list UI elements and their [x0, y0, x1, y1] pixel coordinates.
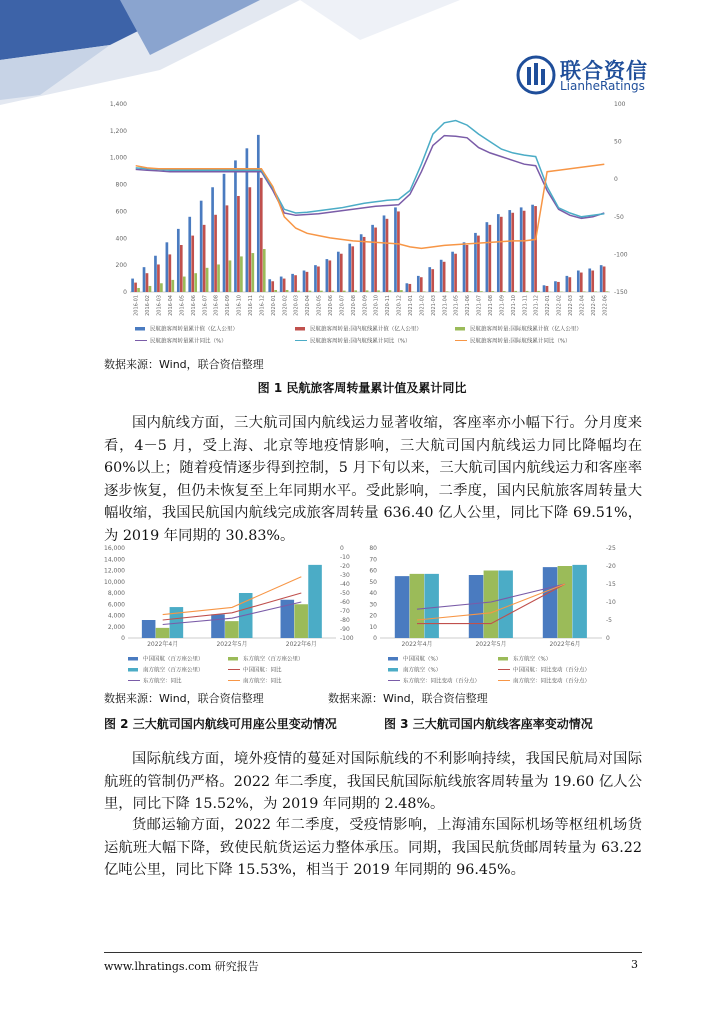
- fig3-x-tick: 2022年4月: [401, 641, 433, 648]
- fig1-bar: [531, 205, 534, 292]
- fig1-bar: [348, 244, 351, 292]
- fig1-bar: [223, 174, 226, 292]
- fig2-y-right-tick: -40: [340, 581, 350, 588]
- fig1-x-tick: 2022-02: [556, 295, 563, 316]
- fig1-bar: [268, 279, 271, 292]
- fig1-x-tick: 2020-08: [350, 295, 357, 316]
- fig2-y-left-tick: 0: [121, 635, 125, 642]
- fig2-bar: [308, 565, 322, 638]
- fig1-x-tick: 2016-01: [133, 295, 140, 316]
- fig1-bar: [557, 282, 560, 292]
- fig2-y-right-tick: 0: [340, 545, 344, 552]
- fig1-bar: [203, 225, 206, 292]
- fig1-bar: [229, 260, 232, 292]
- fig1-x-tick: 2016-09: [225, 295, 232, 316]
- fig2-bar: [294, 604, 308, 638]
- fig2-y-left-tick: 10,000: [104, 578, 125, 586]
- fig1-bar: [263, 249, 266, 292]
- fig1-legend-label: 民航旅客周转量累计同比（%）: [150, 338, 227, 345]
- fig1-y-left-tick: 0: [123, 289, 127, 296]
- fig1-x-tick: 2020-01: [270, 295, 277, 316]
- fig1-x-tick: 2021-01: [408, 295, 414, 316]
- fig1-bar: [169, 254, 172, 292]
- fig1-x-tick: 2020-06: [328, 295, 334, 316]
- fig2-y-left-tick: 8,000: [107, 590, 125, 597]
- fig1-x-tick: 2016-05: [179, 295, 186, 316]
- fig1-bar: [160, 283, 163, 292]
- fig1-bar: [240, 256, 243, 292]
- fig2-line: [163, 577, 302, 615]
- fig1-bar: [371, 225, 374, 292]
- fig1-bar: [249, 187, 252, 292]
- fig1-bar: [511, 213, 514, 292]
- fig2-legend-swatch: [128, 668, 138, 672]
- fig1-bar: [477, 236, 480, 292]
- fig3-y-right-tick: -5: [606, 617, 612, 624]
- fig3-y-left-tick: 0: [373, 635, 377, 642]
- fig1-x-tick: 2021-09: [499, 295, 506, 316]
- fig1-x-tick: 2016-12: [259, 295, 266, 316]
- fig1-legend-swatch: [455, 327, 465, 331]
- fig1-bar: [420, 277, 423, 292]
- fig1-bar: [317, 266, 320, 292]
- fig2-y-right-tick: -50: [340, 590, 350, 597]
- fig1-bar: [283, 279, 286, 292]
- fig1-bar: [274, 290, 277, 292]
- fig1-bar: [443, 262, 446, 292]
- fig1-x-tick: 2016-10: [236, 295, 243, 316]
- fig1-legend-label: 民航旅客周转量累计值（亿人公里）: [150, 326, 239, 333]
- fig1-bar: [446, 291, 449, 292]
- fig1-y-right-tick: -50: [614, 213, 624, 221]
- fig3-bar: [469, 575, 484, 638]
- fig3-legend-label: 中国国航（%）: [403, 656, 442, 663]
- fig1-caption: 图 1 民航旅客周转量累计值及累计同比: [257, 381, 467, 395]
- logo-mark-icon: [516, 55, 556, 95]
- fig3-legend-label: 南方航空：同比变动（百分点）: [513, 678, 591, 685]
- fig2-y-right-tick: -10: [340, 554, 350, 561]
- fig1-bar: [331, 291, 334, 292]
- fig1-x-tick: 2020-05: [316, 295, 323, 316]
- fig1-x-tick: 2021-08: [488, 295, 494, 316]
- fig1-bar: [251, 253, 254, 292]
- paragraph-cargo: 货邮运输方面，2022 年二季度，受疫情影响，上海浦东国际机场等枢纽机场货运航班大幅下降，致使民航货运运力整体承压。同期，我国民航货邮周转量为 63.22 亿吨公里，同比下降 15.53%，相当于 2019 年同期的 96.45%。: [104, 817, 642, 879]
- fig1-bar: [280, 277, 283, 292]
- fig1-bar: [454, 254, 457, 292]
- fig1-bar: [366, 290, 369, 292]
- fig2-y-right-tick: -90: [340, 626, 350, 633]
- fig1-bar: [588, 269, 591, 293]
- fig1-bar: [188, 217, 191, 292]
- page-number: 3: [631, 958, 638, 971]
- fig1-bar: [486, 222, 489, 292]
- fig1-bar: [491, 291, 494, 292]
- fig1-bar: [394, 207, 397, 292]
- fig1-x-tick: 2020-03: [293, 295, 300, 316]
- logo-cn-text: 联合资信: [560, 59, 648, 83]
- fig2-bar: [211, 614, 225, 638]
- fig1-bar: [374, 228, 377, 292]
- fig1-bar: [583, 291, 586, 292]
- fig1-bar: [600, 265, 603, 292]
- fig1-x-tick: 2016-08: [213, 295, 220, 316]
- figure-1-chart: [100, 96, 640, 354]
- paragraph-international: 国际航线方面，境外疫情的蔓延对国际航线的不利影响持续，我国民航局对国际航班的管制仍严格。2022 年二季度，我国民航国际航线旅客周转量为 19.60 亿人公里，同比下降 15.52%，为 2019 年同期的 2.48%。: [104, 751, 642, 813]
- fig1-bar: [417, 276, 420, 292]
- fig2-y-right-tick: -100: [340, 635, 354, 642]
- fig1-y-right-tick: 50: [614, 138, 622, 146]
- fig1-bar: [351, 246, 354, 292]
- fig1-bar: [423, 291, 426, 292]
- fig1-x-tick: 2016-07: [202, 295, 209, 316]
- fig1-bar: [226, 205, 229, 292]
- fig1-bar: [260, 178, 263, 292]
- fig1-bar: [377, 290, 380, 292]
- fig1-bar: [286, 290, 289, 292]
- fig2-bar: [142, 620, 156, 638]
- fig1-bar: [200, 201, 203, 292]
- fig1-bar: [294, 275, 297, 292]
- fig1-x-tick: 2016-11: [248, 295, 254, 316]
- fig1-bar: [154, 256, 157, 292]
- fig3-bar: [558, 566, 573, 638]
- fig1-y-left-tick: 200: [115, 262, 127, 270]
- fig1-bar: [271, 281, 274, 292]
- fig3-legend-label: 中国国航：同比变动（百分点）: [513, 667, 591, 674]
- fig2-caption: 图 2 三大航司国内航线可用座公里变动情况: [104, 717, 337, 731]
- fig1-bar: [554, 281, 557, 292]
- fig1-bar: [537, 291, 540, 292]
- fig1-bar: [508, 210, 511, 292]
- fig1-bar: [466, 245, 469, 292]
- company-logo: [516, 55, 556, 99]
- fig1-bar: [569, 277, 572, 292]
- fig3-y-left-tick: 70: [369, 556, 377, 564]
- fig1-bar: [314, 265, 317, 292]
- fig2-x-tick: 2022年6月: [285, 641, 317, 648]
- fig1-bar: [406, 283, 409, 292]
- fig2-legend-label: 南方航空：同比: [243, 678, 282, 685]
- fig1-bar: [191, 236, 194, 292]
- fig1-x-tick: 2020-09: [362, 295, 369, 316]
- fig3-y-left-tick: 20: [369, 612, 377, 620]
- fig2-y-right-tick: -30: [340, 572, 350, 579]
- fig1-bar: [500, 217, 503, 292]
- fig1-x-tick: 2020-11: [385, 295, 392, 316]
- fig1-line: [136, 136, 605, 219]
- fig1-x-tick: 2022-04: [579, 295, 586, 316]
- fig3-x-tick: 2022年6月: [549, 641, 581, 648]
- fig1-source: 数据来源：Wind，联合资信整理: [104, 358, 264, 371]
- fig1-bar: [431, 269, 434, 292]
- fig1-bar: [354, 290, 357, 292]
- fig1-bar: [386, 219, 389, 292]
- fig1-bar: [514, 291, 517, 292]
- fig1-x-tick: 2022-05: [590, 295, 597, 316]
- fig1-bar: [363, 237, 366, 292]
- fig1-bar: [463, 242, 466, 292]
- fig2-y-right-tick: -70: [340, 608, 350, 615]
- fig1-bar: [134, 283, 137, 292]
- fig3-y-left-tick: 50: [369, 578, 377, 586]
- fig1-x-tick: 2021-12: [533, 295, 540, 316]
- fig1-bar: [131, 279, 134, 292]
- fig1-x-tick: 2022-03: [568, 295, 574, 316]
- fig1-x-tick: 2022-06: [602, 295, 609, 316]
- fig3-y-left-tick: 10: [369, 623, 377, 631]
- fig2-legend-swatch: [128, 657, 138, 661]
- fig1-bar: [143, 267, 146, 292]
- fig1-y-left-tick: 1,200: [109, 127, 127, 135]
- fig1-bar: [577, 271, 580, 292]
- fig1-bar: [566, 276, 569, 292]
- fig3-y-left-tick: 80: [369, 545, 377, 552]
- fig3-bar: [572, 565, 587, 638]
- fig2-y-right-tick: -80: [340, 617, 350, 624]
- fig2-y-left-tick: 4,000: [107, 612, 125, 620]
- fig1-legend-swatch: [135, 327, 145, 331]
- fig1-bar: [489, 225, 492, 292]
- figure-3-chart: [366, 540, 628, 688]
- fig2-y-left-tick: 16,000: [104, 545, 125, 552]
- fig1-bar: [340, 254, 343, 292]
- fig1-bar: [337, 252, 340, 292]
- fig1-bar: [183, 277, 186, 292]
- fig1-y-right-tick: 0: [614, 176, 618, 184]
- fig2-bar: [156, 628, 170, 638]
- fig1-bar: [297, 291, 300, 292]
- fig1-bar: [606, 291, 609, 292]
- fig2-y-right-tick: -20: [340, 563, 350, 570]
- fig2-legend-label: 中国国航：同比: [243, 667, 282, 674]
- fig1-bar: [177, 229, 180, 292]
- fig1-bar: [409, 284, 412, 292]
- fig2-legend-label: 南方航空（百万座公里）: [143, 667, 204, 674]
- fig3-legend-label: 东方航空：同比变动（百分点）: [403, 678, 481, 685]
- fig1-bar: [546, 286, 549, 292]
- fig3-x-tick: 2022年5月: [475, 641, 507, 648]
- fig3-legend-label: 东方航空（%）: [513, 656, 552, 663]
- fig3-legend-label: 南方航空（%）: [403, 667, 442, 674]
- fig3-y-right-tick: -10: [606, 599, 616, 606]
- fig3-bar: [395, 576, 410, 638]
- fig3-bar: [424, 574, 439, 638]
- fig1-bar: [480, 291, 483, 292]
- fig1-bar: [520, 207, 523, 292]
- fig1-bar: [543, 285, 546, 292]
- fig1-bar: [397, 211, 400, 292]
- fig3-caption: 图 3 三大航司国内航线客座率变动情况: [384, 717, 593, 731]
- fig1-bar: [603, 266, 606, 292]
- fig3-y-left-tick: 40: [369, 590, 377, 597]
- fig1-x-tick: 2016-02: [145, 295, 152, 316]
- fig1-bar: [400, 290, 403, 292]
- fig2-legend-label: 东方航空：同比: [143, 678, 182, 685]
- fig1-bar: [217, 264, 220, 292]
- fig1-bar: [591, 271, 594, 292]
- fig1-x-tick: 2021-10: [510, 295, 517, 316]
- fig1-legend-label: 民航旅客周转量:国内航线累计同比（%）: [310, 338, 411, 345]
- fig1-x-tick: 2016-04: [168, 295, 174, 316]
- fig1-y-left-tick: 600: [115, 208, 127, 216]
- fig1-bar: [194, 273, 197, 292]
- fig2-x-tick: 2022年4月: [147, 641, 179, 648]
- fig2-legend-label: 东方航空（百万座公里）: [243, 656, 304, 663]
- fig1-bar: [206, 268, 209, 292]
- fig2-y-left-tick: 14,000: [104, 556, 125, 564]
- paragraph-domestic: 国内航线方面，三大航司国内航线运力显著收缩，客座率亦小幅下行。分月度来看，4－5 月，受上海、北京等地疫情影响，三大航司国内航线运力同比降幅均在 60%以上；随着疫情逐步得到控制，5 月下旬以来，三大航司国内航线运力和客座率逐步恢复，但仍未恢复至上年同期水平。受此影响，二季度，国内民航旅客周转量大幅收缩，我国民航国内航线完成旅客周转量 636.40 亿人公里，同比下降 69.51%，为 2019 年同期的 30.83%。: [104, 415, 642, 544]
- fig2-legend-swatch: [228, 657, 238, 661]
- fig1-bar: [469, 291, 472, 292]
- fig1-y-left-tick: 1,400: [109, 101, 127, 108]
- fig1-x-tick: 2021-02: [419, 295, 426, 316]
- fig1-bar: [343, 291, 346, 292]
- fig1-x-tick: 2020-02: [282, 295, 289, 316]
- fig3-legend-swatch: [388, 657, 398, 661]
- fig1-bar: [440, 260, 443, 292]
- fig1-y-right-tick: 100: [614, 101, 626, 108]
- fig1-x-tick: 2016-06: [190, 295, 197, 316]
- fig1-y-right-tick: -100: [614, 251, 628, 259]
- fig1-bar: [166, 242, 169, 292]
- fig1-x-tick: 2020-04: [305, 295, 312, 316]
- fig1-bar: [214, 215, 217, 292]
- fig1-bar: [451, 252, 454, 292]
- fig1-legend-label: 民航旅客周转量:国际航线累计值（亿人公里）: [470, 326, 582, 333]
- fig1-y-right-tick: -150: [614, 289, 628, 296]
- fig3-bar: [498, 571, 513, 639]
- fig1-bar: [257, 135, 260, 292]
- fig1-bar: [309, 291, 312, 292]
- fig1-x-tick: 2021-11: [522, 295, 529, 316]
- fig1-legend-label: 民航旅客周转量:国际航线累计同比（%）: [470, 338, 571, 345]
- fig1-bar: [389, 290, 392, 292]
- fig1-bar: [534, 206, 537, 292]
- fig1-x-tick: 2020-12: [396, 295, 403, 316]
- fig1-legend-label: 民航旅客周转量:国内航线累计值（亿人公里）: [310, 326, 422, 333]
- fig3-y-left-tick: 30: [369, 601, 377, 609]
- fig1-x-tick: 2022-01: [545, 295, 552, 316]
- fig1-bar: [306, 272, 309, 292]
- fig1-x-tick: 2021-05: [453, 295, 460, 316]
- fig1-bar: [137, 288, 140, 292]
- fig3-y-right-tick: -15: [606, 581, 616, 588]
- footer-left: www.lhratings.com 研究报告: [104, 960, 259, 973]
- fig1-bar: [434, 291, 437, 292]
- fig1-y-left-tick: 800: [115, 181, 127, 189]
- fig3-bar: [484, 571, 499, 639]
- fig2-bar: [225, 621, 239, 638]
- fig1-bar: [180, 245, 183, 292]
- fig1-bar: [157, 264, 160, 292]
- fig3-y-right-tick: 0: [606, 635, 610, 642]
- fig3-legend-swatch: [498, 657, 508, 661]
- fig2-y-left-tick: 2,000: [107, 623, 125, 631]
- fig1-legend-swatch: [295, 327, 305, 331]
- fig1-bar: [503, 291, 506, 292]
- fig3-source: 数据来源：Wind，联合资信整理: [328, 692, 488, 705]
- fig1-x-tick: 2021-04: [442, 295, 449, 316]
- fig3-bar: [543, 567, 558, 638]
- fig3-y-left-tick: 60: [369, 567, 377, 575]
- fig1-bar: [234, 160, 237, 292]
- fig2-x-tick: 2022年5月: [216, 641, 248, 648]
- fig1-x-tick: 2020-10: [373, 295, 380, 316]
- fig1-bar: [291, 274, 294, 292]
- fig3-y-right-tick: -20: [606, 563, 616, 570]
- fig1-bar: [594, 291, 597, 292]
- fig1-x-tick: 2021-06: [465, 295, 472, 316]
- fig1-bar: [428, 267, 431, 292]
- fig1-bar: [383, 215, 386, 292]
- fig1-x-tick: 2016-03: [156, 295, 163, 316]
- fig3-legend-swatch: [388, 668, 398, 672]
- fig3-bar: [410, 574, 425, 638]
- fig2-source: 数据来源：Wind，联合资信整理: [104, 692, 264, 705]
- fig1-y-left-tick: 400: [115, 235, 127, 243]
- fig1-y-left-tick: 1,000: [109, 154, 127, 162]
- fig1-bar: [526, 291, 529, 292]
- footer-rule: [104, 952, 642, 953]
- fig1-bar: [303, 271, 306, 292]
- fig1-bar: [523, 211, 526, 292]
- fig1-x-tick: 2020-07: [339, 295, 346, 316]
- fig1-bar: [474, 233, 477, 292]
- fig2-y-left-tick: 6,000: [107, 601, 125, 609]
- fig1-bar: [497, 214, 500, 292]
- fig2-y-right-tick: -60: [340, 599, 350, 606]
- fig1-bar: [149, 286, 152, 292]
- fig1-bar: [211, 187, 214, 292]
- fig1-bar: [320, 291, 323, 292]
- fig3-y-right-tick: -25: [606, 545, 616, 552]
- fig1-x-tick: 2021-03: [430, 295, 437, 316]
- fig1-bar: [329, 260, 332, 292]
- figure-2-chart: [104, 540, 362, 688]
- fig2-legend-label: 中国国航（百万座公里）: [143, 656, 204, 663]
- fig1-bar: [360, 234, 363, 292]
- fig1-x-tick: 2021-07: [476, 295, 483, 316]
- fig1-bar: [326, 259, 329, 292]
- fig1-bar: [237, 196, 240, 292]
- fig1-bar: [146, 273, 149, 292]
- fig1-bar: [171, 280, 174, 292]
- fig1-bar: [457, 291, 460, 292]
- fig2-y-left-tick: 12,000: [104, 567, 125, 575]
- fig1-bar: [580, 273, 583, 292]
- logo-en-text: LianheRatings: [560, 79, 645, 93]
